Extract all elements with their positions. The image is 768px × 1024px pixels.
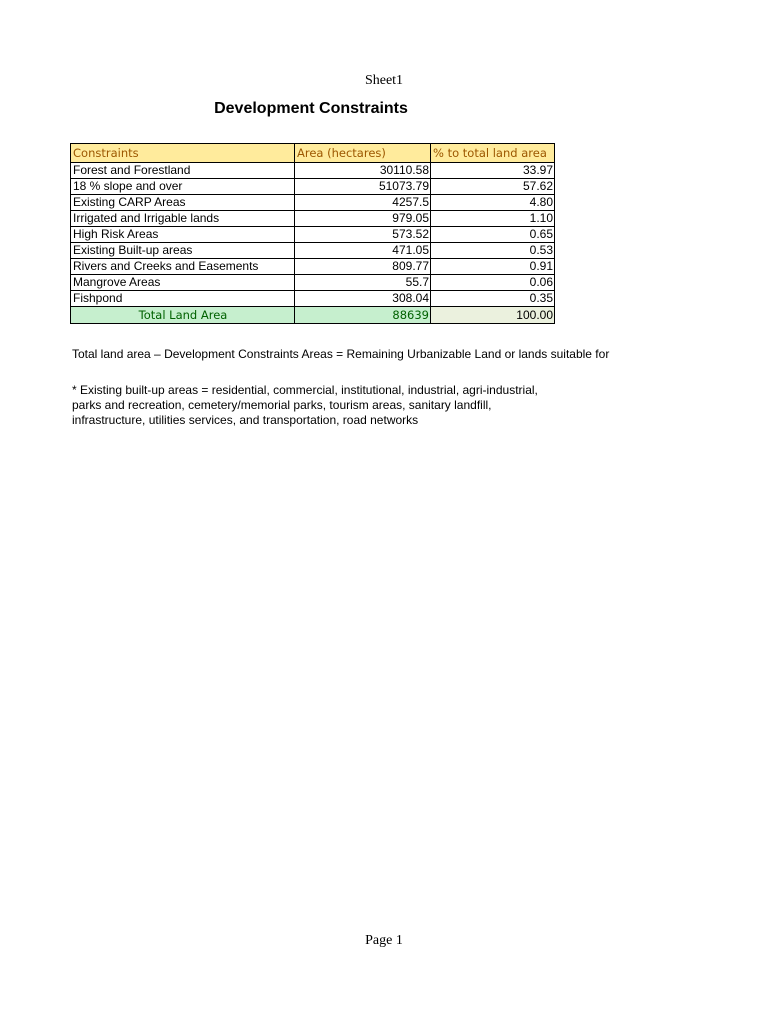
percent-cell: 0.53 [431,243,555,259]
table-row [71,163,555,179]
area-cell: 979.05 [295,211,431,227]
column-header-constraints: Constraints [71,144,295,163]
constraint-cell: Existing CARP Areas [71,195,295,211]
constraint-cell: Irrigated and Irrigable lands [71,211,295,227]
percent-cell: 57.62 [431,179,555,195]
area-cell: 51073.79 [295,179,431,195]
area-cell: 55.7 [295,275,431,291]
table-row [71,179,555,195]
constraints-table [70,143,555,324]
table-row [71,195,555,211]
sheet-name-header: Sheet1 [364,73,404,88]
constraint-cell: Rivers and Creeks and Easements [71,259,295,275]
table-row [71,243,555,259]
constraint-cell: 18 % slope and over [71,179,295,195]
total-area-cell: 88639 [295,307,431,324]
table-row [71,291,555,307]
constraint-cell: Existing Built-up areas [71,243,295,259]
constraint-cell: Mangrove Areas [71,275,295,291]
column-header-area: Area (hectares) [295,144,431,163]
constraint-cell: Fishpond [71,291,295,307]
area-cell: 573.52 [295,227,431,243]
percent-cell: 33.97 [431,163,555,179]
column-header-percent: % to total land area [431,144,555,163]
table-header-row [71,144,555,163]
constraint-cell: Forest and Forestland [71,163,295,179]
table-row [71,211,555,227]
area-cell: 4257.5 [295,195,431,211]
percent-cell: 0.06 [431,275,555,291]
percent-cell: 0.35 [431,291,555,307]
percent-cell: 0.91 [431,259,555,275]
percent-cell: 1.10 [431,211,555,227]
page-number-footer: Page 1 [365,933,403,948]
table-row [71,275,555,291]
area-cell: 308.04 [295,291,431,307]
area-cell: 30110.58 [295,163,431,179]
constraint-cell: High Risk Areas [71,227,295,243]
area-cell: 809.77 [295,259,431,275]
table-row [71,259,555,275]
area-cell: 471.05 [295,243,431,259]
total-label-cell: Total Land Area [71,307,295,324]
table-row [71,227,555,243]
total-percent-cell: 100.00 [431,307,555,324]
percent-cell: 4.80 [431,195,555,211]
formula-text: Total land area – Development Constraints Areas = Remaining Urbanizable Land or lands suitable for [72,347,610,361]
percent-cell: 0.65 [431,227,555,243]
page-title: Development Constraints [214,100,408,117]
total-row [71,307,555,324]
footnote-text: * Existing built-up areas = residential, commercial, institutional, industrial, agri-industrial, parks and recreation, cemetery/memorial parks, tourism areas, sanitary landfill, infrastructure, utilities services, and transportation, road networks [72,383,538,427]
